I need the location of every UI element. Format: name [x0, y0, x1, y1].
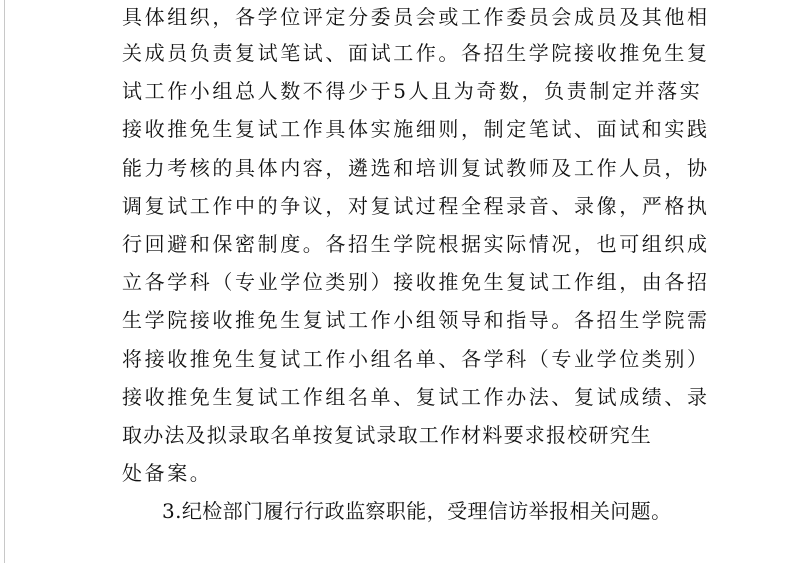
list-item-3: 3.纪检部门履行行政监察职能，受理信访举报相关问题。 — [162, 499, 672, 524]
paragraph-line-8: 立各学科（专业学位类别）接收推免生复试工作组，由各招 — [122, 270, 710, 295]
paragraph-line-12: 取办法及拟录取名单按复试录取工作材料要求报校研究生 — [122, 422, 652, 447]
paragraph-line-2: 关成员负责复试笔试、面试工作。各招生学院接收推免生复 — [122, 41, 710, 65]
paragraph-line-13: 处备案。 — [122, 461, 213, 486]
paragraph-line-3: 试工作小组总人数不得少于5人且为奇数，负责制定并落实 — [122, 79, 703, 104]
paragraph-line-4: 接收推免生复试工作具体实施细则，制定笔试、面试和实践 — [122, 117, 710, 142]
paragraph-line-10: 将接收推免生复试工作小组名单、各学科（专业学位类别） — [122, 346, 710, 371]
paragraph-line-7: 行回避和保密制度。各招生学院根据实际情况，也可组织成 — [122, 231, 710, 256]
page-left-border — [4, 0, 5, 563]
paragraph-line-5: 能力考核的具体内容，遴选和培训复试教师及工作人员，协 — [122, 155, 710, 180]
paragraph-line-1: 具体组织，各学位评定分委员会或工作委员会成员及其他相 — [122, 5, 710, 29]
paragraph-line-9: 生学院接收推免生复试工作小组领导和指导。各招生学院需 — [122, 308, 710, 333]
paragraph-line-6: 调复试工作中的争议，对复试过程全程录音、录像，严格执 — [122, 193, 710, 218]
document-body — [122, 0, 710, 530]
paragraph-line-11: 接收推免生复试工作组名单、复试工作办法、复试成绩、录 — [122, 384, 710, 409]
